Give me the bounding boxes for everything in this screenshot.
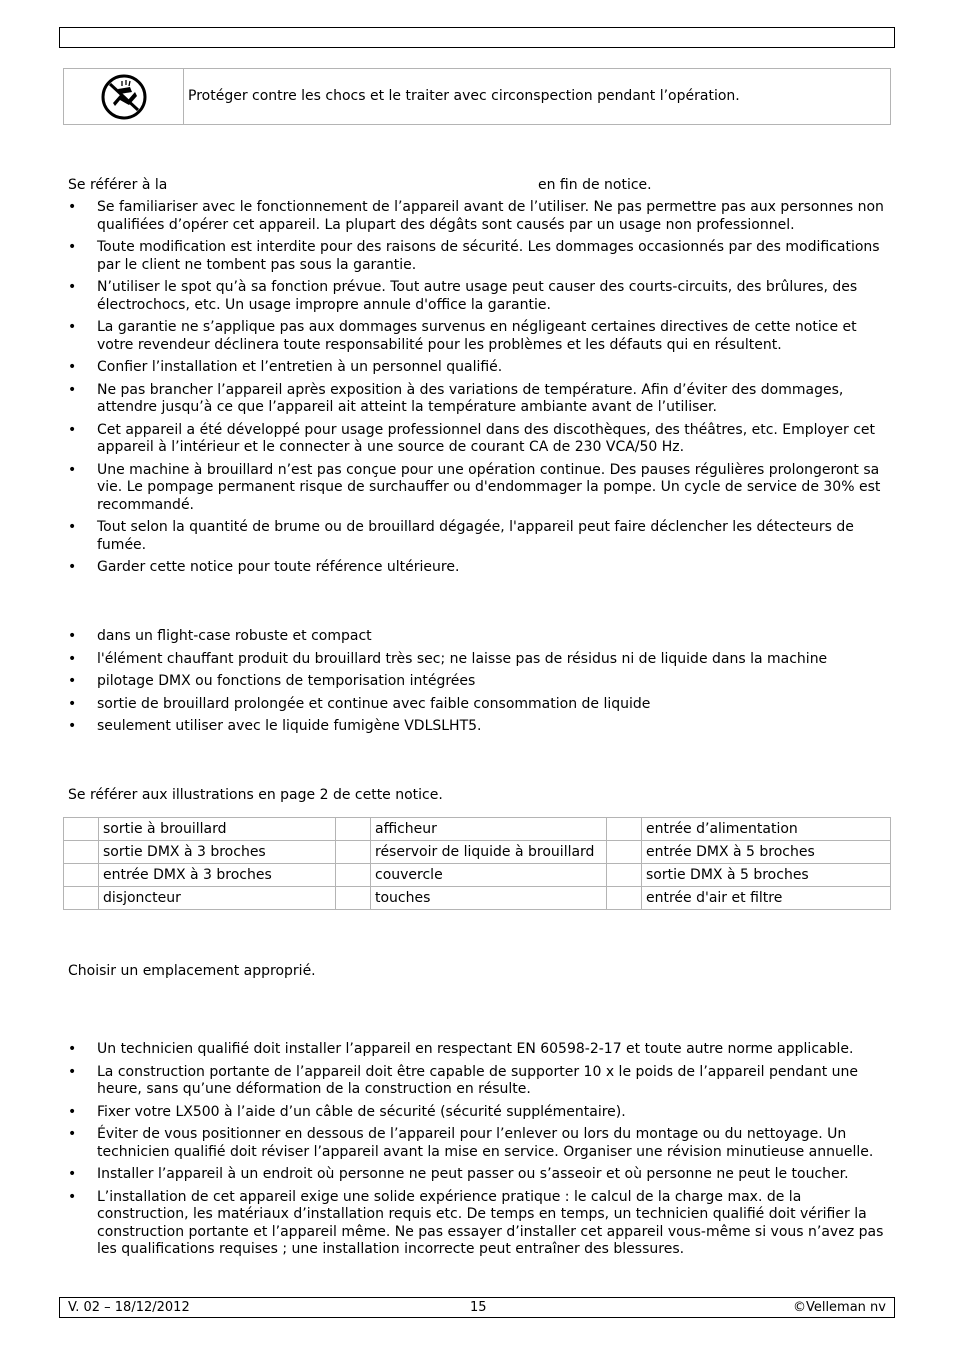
list-item: • Installer l’appareil à un endroit où personne ne peut passer ou s’asseoir et où personne ne peut le toucher. [68, 1166, 888, 1184]
table-cell: couvercle [371, 864, 607, 887]
footer-version: V. 02 – 18/12/2012 [68, 1300, 190, 1315]
table-cell: sortie à brouillard [99, 818, 336, 841]
table-cell-number [64, 841, 99, 864]
footer-company: ©Velleman nv [792, 1300, 886, 1315]
list-item: • Ne pas brancher l’appareil après exposition à des variations de température. Afin d’éviter des dommages, attendre jusqu’à ce que l’appareil ait atteint la température ambiante avant de l’utiliser. [68, 382, 888, 417]
list-item: • sortie de brouillard prolongée et continue avec faible consommation de liquide [68, 696, 888, 714]
table-row [64, 864, 891, 887]
table-row [64, 818, 891, 841]
list-item: • Cet appareil a été développé pour usage professionnel dans des discothèques, des théâtres, etc. Employer cet appareil à l’intérieur et le connecter à une source de courant CA de 230 VCA/50 Hz. [68, 422, 888, 457]
table-cell-number [64, 818, 99, 841]
general-intro-suffix: en fin de notice. [538, 177, 652, 193]
table-row [64, 887, 891, 910]
list-item: • N’utiliser le spot qu’à sa fonction prévue. Tout autre usage peut causer des courts-circuits, des brûlures, des électrochocs, etc. Un usage impropre annule d'office la garantie. [68, 279, 888, 314]
fragile-handle-with-care-icon [100, 73, 148, 121]
features-list [68, 628, 888, 736]
table-cell: sortie DMX à 5 broches [642, 864, 891, 887]
list-item: • La garantie ne s’applique pas aux dommages survenus en négligeant certaines directives de cette notice et votre revendeur déclinera toute responsabilité pour les problèmes et les défauts qui en résultent. [68, 319, 888, 354]
table-cell: afficheur [371, 818, 607, 841]
table-cell-number [64, 864, 99, 887]
footer-page-number: 15 [470, 1300, 487, 1315]
table-cell-number [607, 818, 642, 841]
list-item: • Un technicien qualifié doit installer l’appareil en respectant EN 60598-2-17 et toute autre norme applicable. [68, 1041, 888, 1059]
table-cell: touches [371, 887, 607, 910]
list-item: • La construction portante de l’appareil doit être capable de supporter 10 x le poids de l’appareil pendant une heure, sans qu’une déformation de la construction en résulte. [68, 1064, 888, 1099]
list-item: • Garder cette notice pour toute référence ultérieure. [68, 559, 888, 577]
installation-intro: Choisir un emplacement approprié. [68, 963, 316, 979]
table-cell-number [607, 841, 642, 864]
list-item: • Une machine à brouillard n’est pas conçue pour une opération continue. Des pauses régulières prolongeront sa vie. Le pompage permanent risque de surchauffer ou d'endommager la pompe. Un cycle de service de 30% est recommandé. [68, 462, 888, 515]
table-row [64, 841, 891, 864]
table-cell: entrée d’alimentation [642, 818, 891, 841]
page-footer [59, 1297, 895, 1318]
table-cell: entrée DMX à 3 broches [99, 864, 336, 887]
list-item: • Se familiariser avec le fonctionnement de l’appareil avant de l’utiliser. Ne pas permettre pas aux personnes non qualifiées d’opérer cet appareil. La plupart des dégâts sont causés par un usage non professionnel. [68, 199, 888, 234]
table-cell-number [64, 887, 99, 910]
list-item: • Confier l’installation et l’entretien à un personnel qualifié. [68, 359, 888, 377]
list-item: • seulement utiliser avec le liquide fumigène VDLSLHT5. [68, 718, 888, 736]
warning-text: Protéger contre les chocs et le traiter avec circonspection pendant l’opération. [188, 87, 740, 104]
list-item: • Fixer votre LX500 à l’aide d’un câble de sécurité (sécurité supplémentaire). [68, 1104, 888, 1122]
page-header-box [59, 27, 895, 48]
list-item: • Toute modification est interdite pour des raisons de sécurité. Les dommages occasionnés par des modifications par le client ne tombent pas sous la garantie. [68, 239, 888, 274]
table-cell: entrée DMX à 5 broches [642, 841, 891, 864]
general-intro-prefix: Se référer à la [68, 177, 168, 193]
table-cell: sortie DMX à 3 broches [99, 841, 336, 864]
list-item: • l'élément chauffant produit du brouillard très sec; ne laisse pas de résidus ni de liquide dans la machine [68, 651, 888, 669]
list-item: • Tout selon la quantité de brume ou de brouillard dégagée, l'appareil peut faire déclencher les détecteurs de fumée. [68, 519, 888, 554]
table-cell: disjoncteur [99, 887, 336, 910]
parts-table [63, 817, 891, 910]
table-cell: entrée d'air et filtre [642, 887, 891, 910]
table-cell-number [607, 887, 642, 910]
table-cell-number [336, 818, 371, 841]
warning-table [63, 68, 891, 125]
list-item: • Éviter de vous positionner en dessous de l’appareil pour l’enlever ou lors du montage ou du nettoyage. Un technicien qualifié doit réviser l’appareil avant la mise en service. Organiser une révision minutieuse annuelle. [68, 1126, 888, 1161]
list-item: • dans un flight-case robuste et compact [68, 628, 888, 646]
table-cell-number [336, 864, 371, 887]
table-cell-number [336, 887, 371, 910]
table-cell-number [336, 841, 371, 864]
list-item: • L’installation de cet appareil exige une solide expérience pratique : le calcul de la charge max. de la construction, les matériaux d’installation requis etc. De temps en temps, un technicien qualifié doit vérifier la construction portante et l’appareil même. Ne pas essayer d’installer cet appareil vous-même si vous n’avez pas les qualifications requises ; une installation incorrecte peut entraîner des blessures. [68, 1189, 888, 1259]
table-cell: réservoir de liquide à brouillard [371, 841, 607, 864]
warning-icon-cell [64, 69, 184, 124]
list-item: • pilotage DMX ou fonctions de temporisation intégrées [68, 673, 888, 691]
overview-intro: Se référer aux illustrations en page 2 de cette notice. [68, 787, 443, 803]
table-cell-number [607, 864, 642, 887]
installation-list [68, 1041, 888, 1259]
general-guidelines-list [68, 199, 888, 577]
